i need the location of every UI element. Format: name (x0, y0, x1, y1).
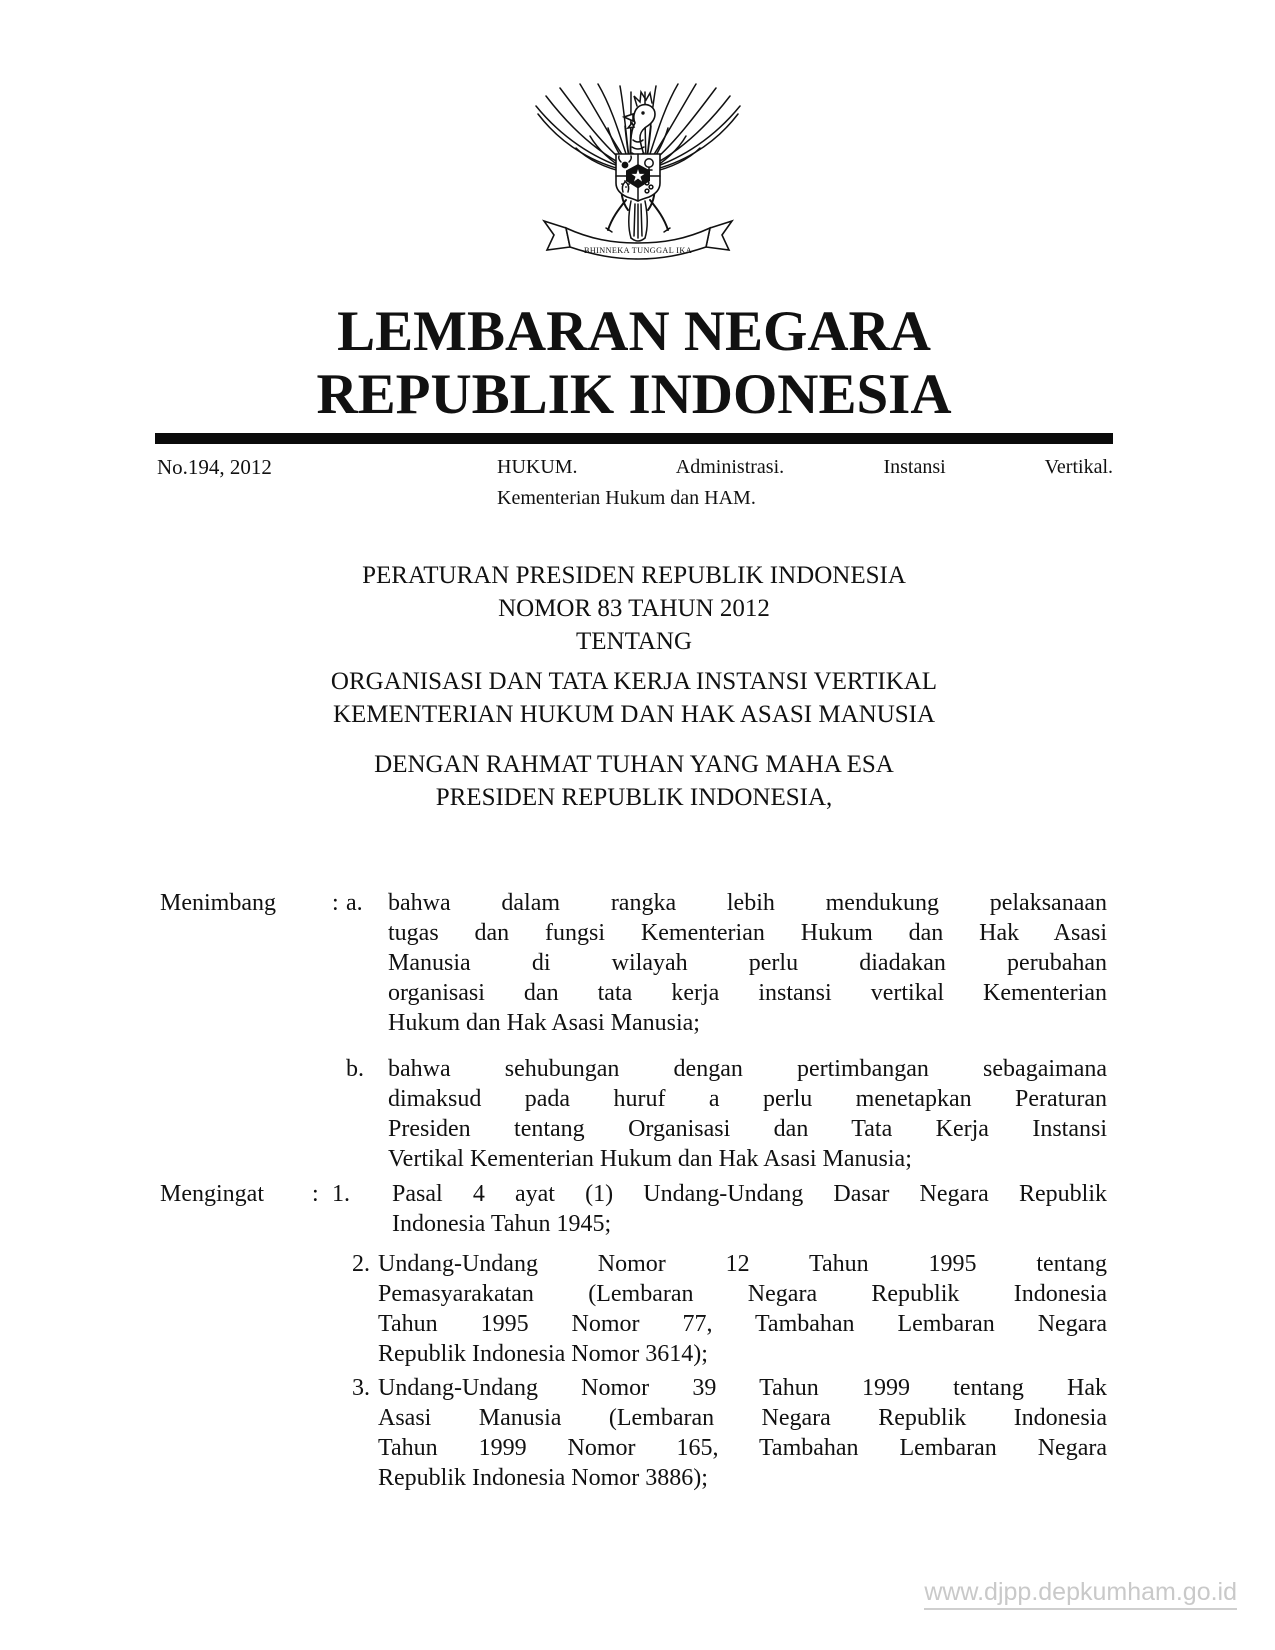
legal-basis-item-2 (326, 1249, 1107, 1369)
text-line: Manusia di wilayah perlu diadakan perubahan (388, 950, 1107, 976)
consideration-item-b (346, 1054, 1107, 1174)
watermark-url: www.djpp.depkumham.go.id (924, 1578, 1237, 1610)
authority-line: PRESIDEN REPUBLIK INDONESIA, (435, 784, 833, 811)
text-line: bahwa sehubungan dengan pertimbangan sebagaimana (388, 1056, 1107, 1082)
item-text (378, 1373, 1107, 1493)
item-marker: a. (346, 890, 363, 916)
text-line: Indonesia Tahun 1945; (392, 1211, 612, 1237)
legal-basis-item-1 (326, 1179, 1107, 1239)
emblem-motto: BHINNEKA TUNGGAL IKA (583, 246, 692, 255)
invocation-line: DENGAN RAHMAT TUHAN YANG MAHA ESA (374, 751, 894, 778)
item-text (378, 1249, 1107, 1369)
item-marker: b. (346, 1056, 364, 1082)
text-line: Hukum dan Hak Asasi Manusia; (388, 1010, 700, 1036)
masthead-rule (155, 433, 1113, 444)
clause-label-mengingat: Mengingat (160, 1181, 264, 1207)
tail-feathers (628, 201, 647, 241)
masthead-title-line2: REPUBLIK INDONESIA (316, 363, 952, 426)
masthead-info-row (157, 452, 1113, 514)
text-line: bahwa dalam rangka lebih mendukung pelaksanaan (388, 890, 1107, 916)
item-marker: 2. (352, 1251, 370, 1277)
text-line: Vertikal Kementerian Hukum dan Hak Asasi Manusia; (388, 1146, 912, 1172)
regulation-type-line: PERATURAN PRESIDEN REPUBLIK INDONESIA (362, 562, 906, 589)
text-line: Republik Indonesia Nomor 3886); (378, 1465, 708, 1491)
clause-label-menimbang: Menimbang (160, 890, 276, 916)
pancasila-shield (616, 154, 660, 201)
text-line: Tahun 1999 Nomor 165, Tambahan Lembaran Negara (378, 1435, 1107, 1461)
item-text (392, 1179, 1107, 1239)
text-line: Pasal 4 ayat (1) Undang-Undang Dasar Negara Republik (392, 1181, 1107, 1207)
tentang-line: TENTANG (575, 628, 693, 655)
bull-symbol (621, 162, 628, 169)
item-marker: 3. (352, 1375, 370, 1401)
item-marker: 1. (332, 1181, 350, 1207)
subject-classification (497, 452, 1113, 514)
item-text (388, 1054, 1107, 1174)
garuda-pancasila-emblem (0, 80, 1275, 277)
legal-basis-items (326, 1179, 1107, 1493)
subject-line1: HUKUM. Administrasi. Instansi Vertikal. (497, 456, 1113, 478)
text-line: Asasi Manusia (Lembaran Negara Republik Indonesia (378, 1405, 1107, 1431)
masthead-title-line1: LEMBARAN NEGARA (337, 300, 931, 363)
text-line: Pemasyarakatan (Lembaran Negara Republik Indonesia (378, 1281, 1107, 1307)
subject-line2: Kementerian Hukum dan HAM. (497, 487, 756, 509)
text-line: Undang-Undang Nomor 12 Tahun 1995 tentang (378, 1251, 1107, 1277)
masthead-title (155, 300, 1113, 426)
text-line: Presiden tentang Organisasi dan Tata Kerja Instansi (388, 1116, 1107, 1142)
clause-colon: : (332, 890, 339, 916)
text-line: organisasi dan tata kerja instansi vertikal Kementerian (388, 980, 1107, 1006)
legal-basis-item-3 (326, 1373, 1107, 1493)
text-line: tugas dan fungsi Kementerian Hukum dan Hak Asasi (388, 920, 1107, 946)
item-text (388, 888, 1107, 1038)
considerations-items (346, 888, 1107, 1174)
issue-number: No.194, 2012 (157, 455, 272, 479)
considerations-clause (160, 888, 1107, 1174)
eagle-head (624, 92, 655, 156)
consideration-item-a (346, 888, 1107, 1038)
garuda-emblem-svg (528, 80, 748, 272)
clause-colon: : (312, 1181, 319, 1207)
regulation-number-line: NOMOR 83 TAHUN 2012 (498, 595, 770, 622)
text-line: Undang-Undang Nomor 39 Tahun 1999 tentang Hak (378, 1375, 1107, 1401)
text-line: Republik Indonesia Nomor 3614); (378, 1341, 708, 1367)
text-line: dimaksud pada huruf a perlu menetapkan Peraturan (388, 1086, 1107, 1112)
text-line: Tahun 1995 Nomor 77, Tambahan Lembaran Negara (378, 1311, 1107, 1337)
regulation-subject-line2: KEMENTERIAN HUKUM DAN HAK ASASI MANUSIA (332, 701, 936, 728)
legal-basis-clause (160, 1179, 1107, 1493)
regulation-subject-line1: ORGANISASI DAN TATA KERJA INSTANSI VERTIKAL (330, 668, 938, 695)
regulation-title-block (155, 559, 1113, 814)
